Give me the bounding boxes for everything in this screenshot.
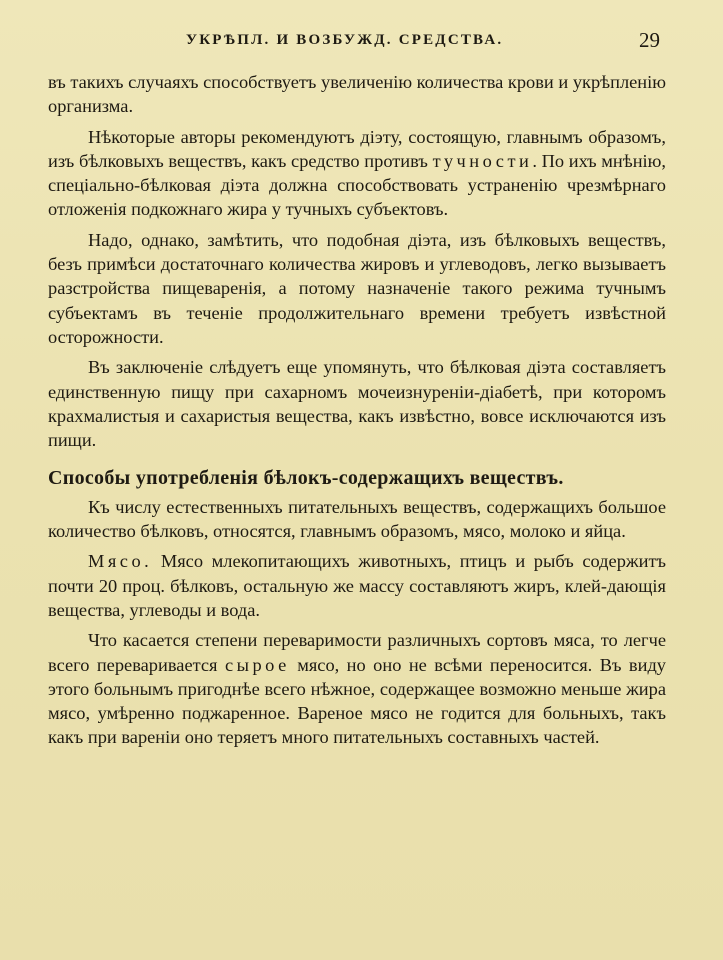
paragraph-text: Нѣкоторые авторы рекомендуютъ діэту, состоящую, главнымъ образомъ, изъ бѣлковыхъ веществъ, какъ средство противъ — [48, 126, 666, 171]
paragraph-text: Къ числу естественныхъ питательныхъ веществъ, содержащихъ большое количество бѣлковъ, относятся, главнымъ образомъ, мясо, молоко и яйца. — [48, 496, 666, 542]
paragraph-caution — [48, 228, 666, 349]
paragraph-text: Въ заключеніе слѣдуетъ еще упомянуть, что бѣлковая діэта составляетъ единственную пищу при сахарномъ мочеизнуреніи-діабетѣ, при которомъ крахмалистыя и сахаристыя вещества, какъ извѣстно, вовсе исключаются изъ пищи. — [48, 357, 666, 451]
spaced-emphasis: Мясо. — [88, 551, 153, 572]
paragraph-text: Мясо млекопитающихъ животныхъ, птицъ и рыбъ содержитъ почти 20 проц. бѣлковъ, остальную же массу составляютъ жиръ, клей-дающія вещества, углеводы и вода. — [48, 551, 666, 620]
running-title: УКРѢПЛ. И ВОЗБУЖД. СРЕДСТВА. — [186, 32, 504, 48]
paragraph-text: мясо, но оно не всѣми переносится. Въ виду этого больнымъ пригоднѣе всего нѣжное, содержащее возможно меньше жира мясо, умѣренно поджаренное. Вареное мясо не годится для больныхъ, такъ какъ при вареніи оно теряетъ много питательныхъ составныхъ частей. — [48, 654, 666, 748]
paragraph-continuation — [48, 70, 666, 119]
page-number: 29 — [639, 28, 660, 52]
body-text — [48, 70, 666, 756]
spaced-emphasis: тучности — [432, 150, 533, 171]
paragraph-protein-diet — [48, 125, 666, 222]
paragraph-text: Надо, однако, замѣтить, что подобная діэта, изъ бѣлковыхъ веществъ, безъ примѣси достаточнаго количества жировъ и углеводовъ, легко вызываетъ разстройства пищеваренія, а потому назначеніе такого режима тучнымъ субъектамъ въ теченіе продолжительнаго времени требуетъ извѣстной осторожности. — [48, 229, 666, 347]
paragraph-meat — [48, 549, 666, 622]
paragraph-text: . По ихъ мнѣнію, спеціально-бѣлковая діэта должна способствовать устраненію чрезмѣрнаго отложенія подкожнаго жира у тучныхъ субъектовъ. — [48, 150, 667, 220]
paragraph-text: въ такихъ случаяхъ способствуетъ увеличенію количества крови и укрѣпленію организма. — [48, 72, 666, 117]
spaced-emphasis: сырое — [224, 654, 290, 675]
paragraph-text: Что касается степени переваримости различныхъ сортовъ мяса, то легче всего переваривается — [48, 630, 666, 675]
paragraph-digestibility — [48, 628, 666, 749]
paragraph-natural-substances — [48, 495, 666, 544]
running-header — [48, 26, 668, 56]
section-heading: Способы употребленія бѣлокъ-содержащихъ веществъ. — [48, 467, 564, 490]
paragraph-diabetes — [48, 355, 666, 452]
